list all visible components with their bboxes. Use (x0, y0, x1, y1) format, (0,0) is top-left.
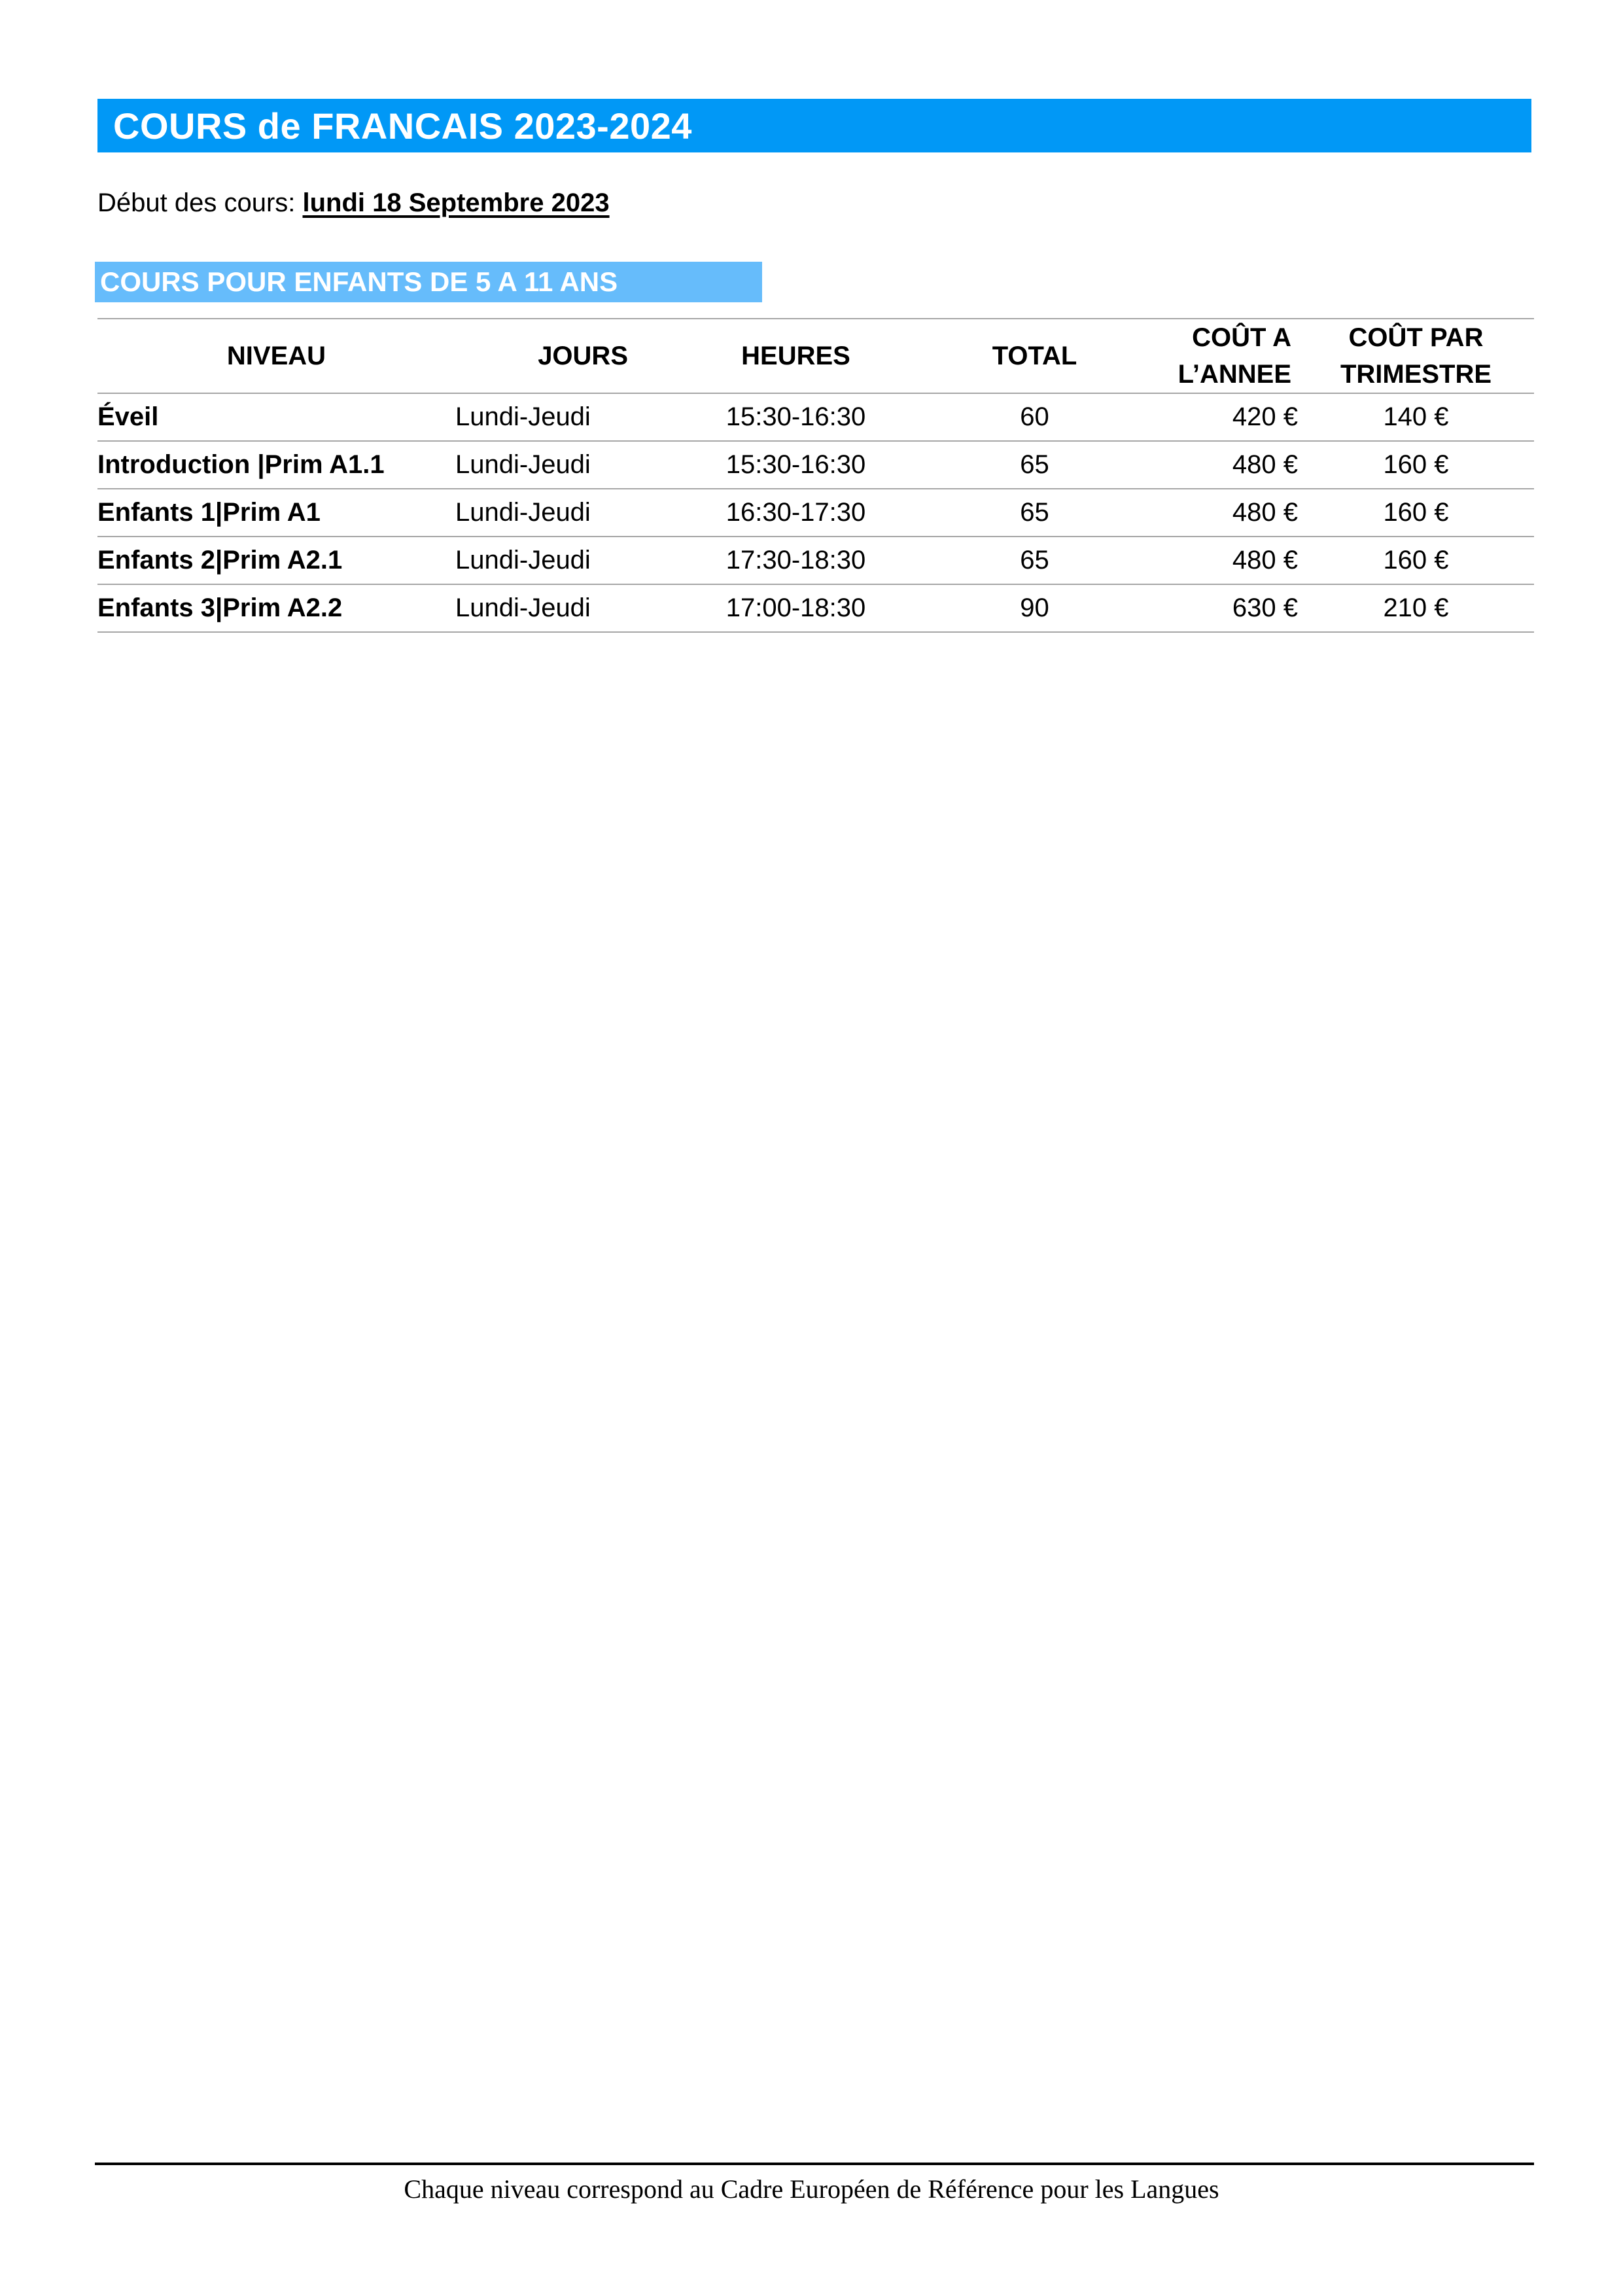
cell-cout-annee: 420 € (1232, 402, 1298, 431)
header-cout-annee-line1: COÛT A (1192, 323, 1291, 352)
header-total: TOTAL (992, 342, 1077, 370)
header-cout-trimestre-line1: COÛT PAR (1348, 323, 1484, 352)
course-start-date: lundi 18 Septembre 2023 (302, 188, 610, 217)
header-cout-annee-line2: L’ANNEE (1178, 360, 1291, 389)
cell-cout-annee: 480 € (1232, 498, 1298, 527)
header-heures: HEURES (741, 342, 850, 370)
footer-divider (95, 2163, 1534, 2165)
header-jours: JOURS (538, 342, 628, 370)
cell-cout-annee: 630 € (1232, 593, 1298, 622)
cell-jours: Lundi-Jeudi (455, 450, 591, 479)
cell-heures: 17:00-18:30 (725, 593, 866, 622)
table-row (97, 393, 1534, 441)
cell-jours: Lundi-Jeudi (455, 402, 591, 431)
cell-cout-trimestre: 140 € (1383, 402, 1449, 431)
cell-niveau: Introduction |Prim A1.1 (97, 450, 385, 479)
cell-jours: Lundi-Jeudi (455, 546, 591, 574)
cell-cout-trimestre: 210 € (1383, 593, 1449, 622)
course-table (97, 318, 1534, 633)
cell-total: 65 (1020, 546, 1049, 574)
cell-total: 60 (1020, 402, 1049, 431)
cell-total: 65 (1020, 450, 1049, 479)
cell-cout-annee: 480 € (1232, 450, 1298, 479)
cell-heures: 17:30-18:30 (725, 546, 866, 574)
cell-cout-trimestre: 160 € (1383, 498, 1449, 527)
table-row (97, 489, 1534, 537)
cell-total: 65 (1020, 498, 1049, 527)
table-row (97, 584, 1534, 632)
cell-cout-trimestre: 160 € (1383, 450, 1449, 479)
table-row (97, 537, 1534, 584)
cell-heures: 15:30-16:30 (725, 402, 866, 431)
cell-jours: Lundi-Jeudi (455, 498, 591, 527)
document-title: COURS de FRANCAIS 2023-2024 (113, 105, 692, 147)
cell-jours: Lundi-Jeudi (455, 593, 591, 622)
section-heading: COURS POUR ENFANTS DE 5 A 11 ANS (100, 266, 618, 297)
cell-heures: 16:30-17:30 (725, 498, 866, 527)
cell-niveau: Enfants 3|Prim A2.2 (97, 593, 343, 622)
header-cout-trimestre-line2: TRIMESTRE (1340, 360, 1492, 389)
header-niveau: NIVEAU (226, 342, 326, 370)
cell-total: 90 (1020, 593, 1049, 622)
course-start-label: Début des cours: (97, 188, 303, 217)
header-cout-trimestre (1298, 319, 1534, 393)
cell-niveau: Enfants 2|Prim A2.1 (97, 546, 343, 574)
header-cout-annee (1146, 319, 1298, 393)
cell-niveau: Éveil (97, 402, 159, 431)
cell-cout-trimestre: 160 € (1383, 546, 1449, 574)
document-title-bar (97, 99, 1531, 152)
course-start-line (97, 188, 610, 218)
cell-niveau: Enfants 1|Prim A1 (97, 498, 321, 527)
cell-heures: 15:30-16:30 (725, 450, 866, 479)
cell-cout-annee: 480 € (1232, 546, 1298, 574)
table-header-row (97, 319, 1534, 393)
table-row (97, 441, 1534, 489)
footer-note: Chaque niveau correspond au Cadre Européen de Référence pour les Langues (404, 2174, 1219, 2204)
section-heading-bar (95, 262, 762, 302)
